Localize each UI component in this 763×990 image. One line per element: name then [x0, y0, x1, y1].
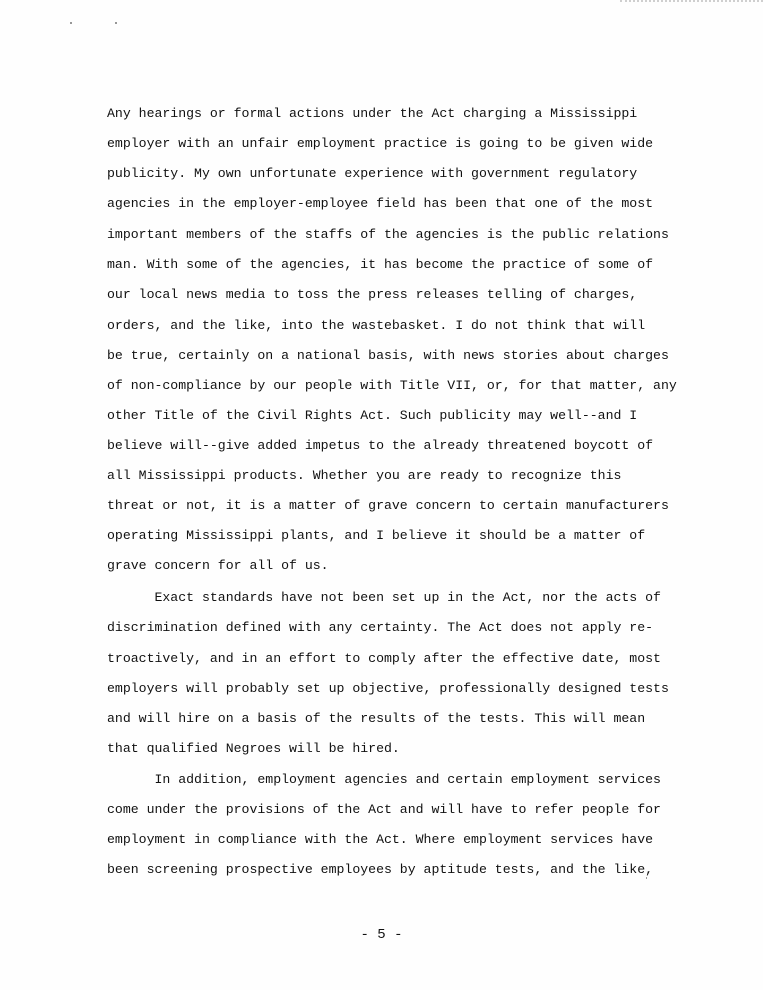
text-line: believe will--give added impetus to the already threatened boycott of [107, 438, 654, 453]
text-line: troactively, and in an effort to comply after the effective date, most [107, 651, 661, 666]
text-line: be true, certainly on a national basis, with news stories about charges [107, 348, 669, 363]
text-line: and will hire on a basis of the results of the tests. This will mean [107, 711, 646, 726]
text-line: threat or not, it is a matter of grave concern to certain manufacturers [107, 498, 669, 513]
text-line: employer with an unfair employment practice is going to be given wide [107, 136, 654, 151]
text-line: In addition, employment agencies and certain employment services [107, 772, 661, 787]
text-line: operating Mississippi plants, and I believe it should be a matter of [107, 528, 646, 543]
text-line: publicity. My own unfortunate experience with government regulatory [107, 166, 638, 181]
text-line: orders, and the like, into the wastebasket. I do not think that will [107, 318, 646, 333]
text-line: come under the provisions of the Act and will have to refer people for [107, 802, 661, 817]
top-edge-marks [620, 0, 763, 6]
text-line: of non-compliance by our people with Title VII, or, for that matter, any [107, 378, 677, 393]
text-line: that qualified Negroes will be hired. [107, 741, 400, 756]
text-line: employers will probably set up objective, professionally designed tests [107, 681, 669, 696]
scan-speck [115, 22, 117, 24]
text-line: discrimination defined with any certainty. The Act does not apply re- [107, 620, 654, 635]
text-line: our local news media to toss the press releases telling of charges, [107, 287, 638, 302]
text-line: Any hearings or formal actions under the Act charging a Mississippi [107, 106, 638, 121]
text-line: agencies in the employer-employee field has been that one of the most [107, 196, 654, 211]
text-line: man. With some of the agencies, it has become the practice of some of [107, 257, 654, 272]
scan-speck [70, 22, 72, 24]
text-line: other Title of the Civil Rights Act. Such publicity may well--and I [107, 408, 638, 423]
text-line: grave concern for all of us. [107, 558, 329, 573]
text-line: employment in compliance with the Act. Where employment services have [107, 832, 654, 847]
text-line: all Mississippi products. Whether you are ready to recognize this [107, 468, 622, 483]
text-line: important members of the staffs of the agencies is the public relations [107, 227, 669, 242]
text-line: been screening prospective employees by aptitude tests, and the like, [107, 862, 654, 877]
text-line: Exact standards have not been set up in the Act, nor the acts of [107, 590, 661, 605]
page-number [0, 927, 763, 943]
page-number-text: - 5 - [360, 927, 403, 943]
